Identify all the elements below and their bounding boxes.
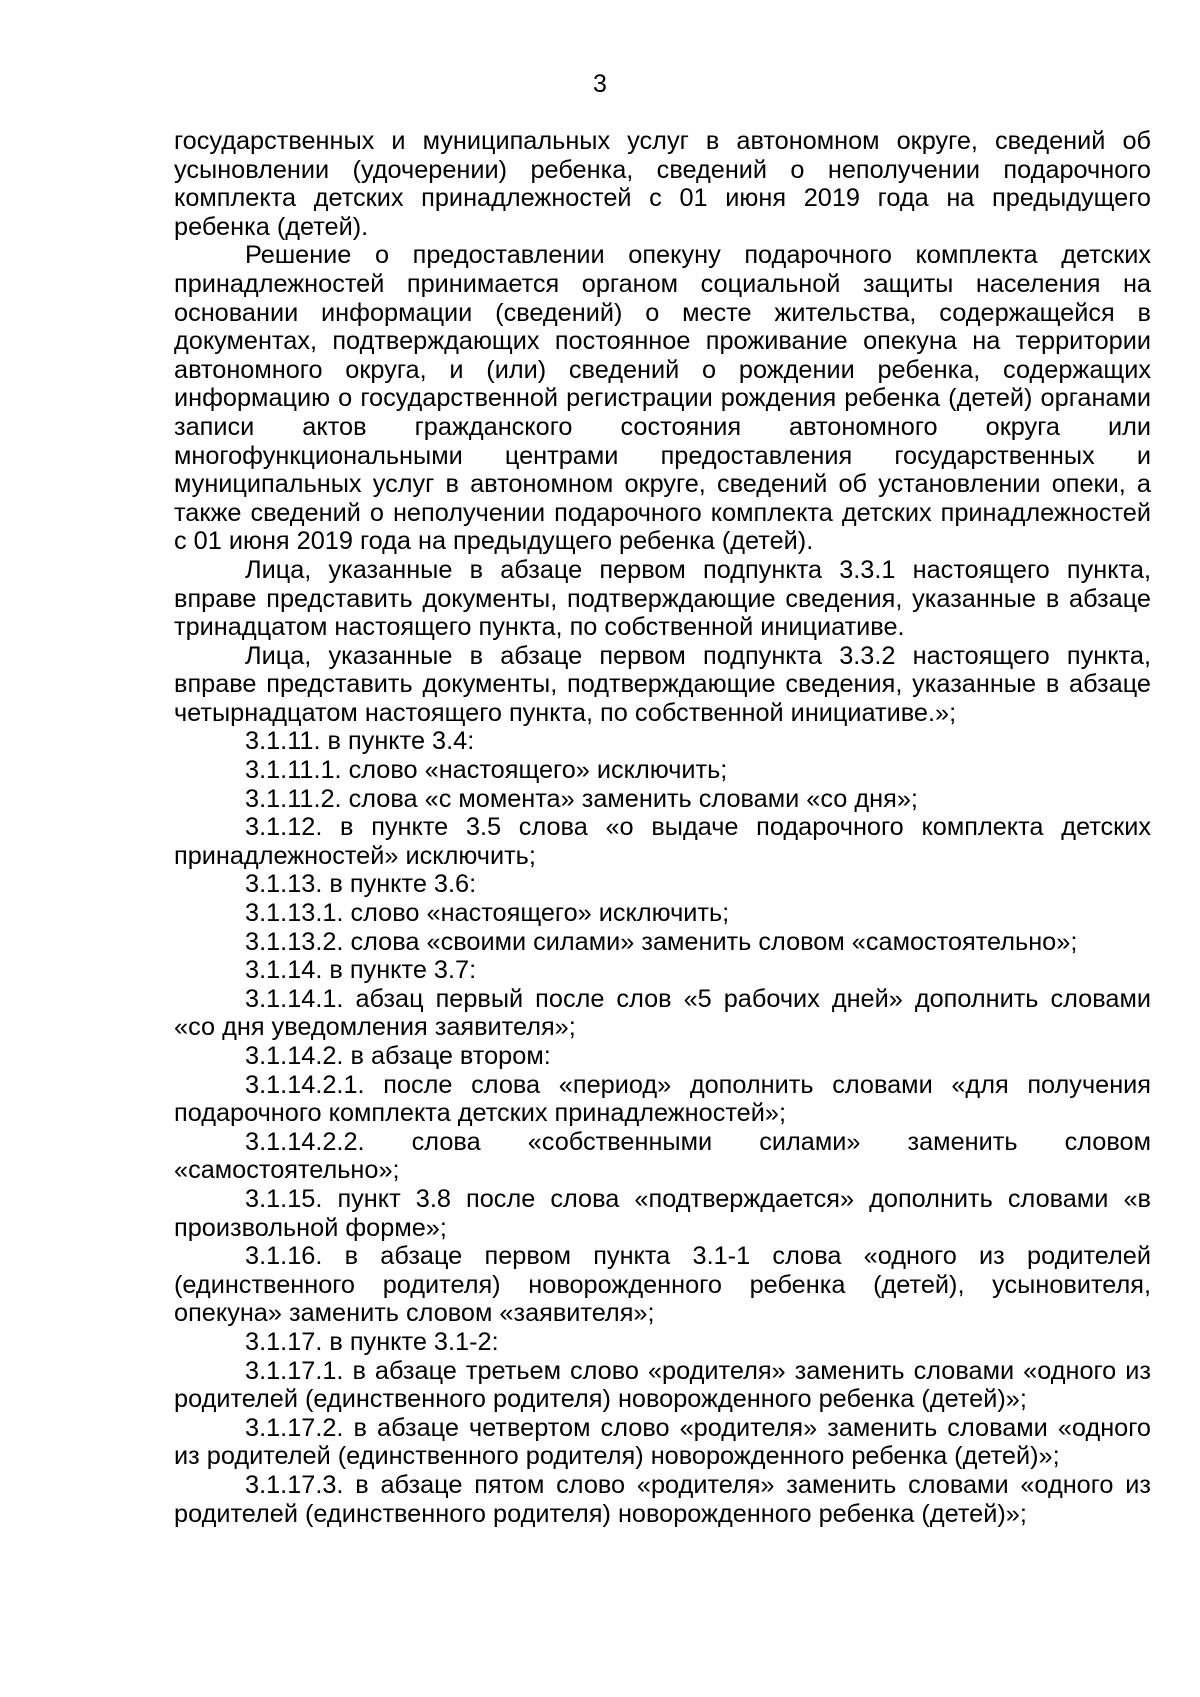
paragraph: 3.1.11.1. слово «настоящего» исключить; xyxy=(245,756,728,785)
paragraph: Лица, указанные в абзаце первом подпункта 3.3.1 настоящего пункта, вправе представить документы, подтверждающие сведения, указанные в абзаце тринадцатом настоящего пункта, по собственной инициативе. xyxy=(174,555,1151,642)
paragraph: 3.1.11.2. слова «с момента» заменить словами «со дня»; xyxy=(245,784,918,813)
paragraph: 3.1.12. в пункте 3.5 слова «о выдаче подарочного комплекта детских принадлежностей» исключить; xyxy=(174,813,1151,870)
paragraph: Решение о предоставлении опекуну подарочного комплекта детских принадлежностей принимается органом социальной защиты населения на основании информации (сведений) о месте жительства, содержащейся в документах, подтверждающих постоянное проживание опекуна на территории автономного округа, и (или) сведений о рождении ребенка, содержащих информацию о государственной регистрации рождения ребенка (детей) органами записи актов гражданского состояния автономного округа или многофункциональными центрами предоставления государственных и муниципальных услуг в автономном округе, сведений об установлении опеки, а также сведений о неполучении подарочного комплекта детских принадлежностей с 01 июня 2019 года на предыдущего ребенка (детей). xyxy=(174,241,1151,556)
paragraph: 3.1.13.1. слово «настоящего» исключить; xyxy=(245,899,730,928)
paragraph: 3.1.14.2.1. после слова «период» дополнить словами «для получения подарочного комплекта детских принадлежностей»; xyxy=(174,1070,1151,1128)
paragraph: 3.1.14.1. абзац первый после слов «5 рабочих дней» дополнить словами «со дня уведомления заявителя»; xyxy=(174,984,1151,1042)
paragraph: 3.1.14.2. в абзаце втором: xyxy=(245,1042,551,1070)
paragraph: 3.1.13. в пункте 3.6: xyxy=(245,870,477,899)
paragraph: 3.1.14. в пункте 3.7: xyxy=(245,956,477,985)
paragraph: Лица, указанные в абзаце первом подпункта 3.3.2 настоящего пункта, вправе представить документы, подтверждающие сведения, указанные в абзаце четырнадцатом настоящего пункта, по собственной инициативе.»; xyxy=(174,641,1151,727)
paragraph: 3.1.11. в пункте 3.4: xyxy=(245,727,475,756)
paragraph: 3.1.17.1. в абзаце третьем слово «родителя» заменить словами «одного из родителей (единственного родителя) новорожденного ребенка (детей)»; xyxy=(174,1356,1151,1414)
paragraph: государственных и муниципальных услуг в автономном округе, сведений об усыновлении (удочерении) ребенка, сведений о неполучении подарочного комплекта детских принадлежностей с 01 июня 2019 года на предыдущего ребенка (детей). xyxy=(174,127,1151,241)
document-body xyxy=(174,127,1151,1528)
paragraph: 3.1.14.2.2. слова «собственными силами» заменить словом «самостоятельно»; xyxy=(174,1127,1151,1185)
paragraph: 3.1.13.2. слова «своими силами» заменить словом «самостоятельно»; xyxy=(245,927,1078,956)
paragraph: 3.1.17. в пункте 3.1-2: xyxy=(245,1327,499,1356)
paragraph: 3.1.15. пункт 3.8 после слова «подтверждается» дополнить словами «в произвольной форме»; xyxy=(174,1184,1151,1242)
paragraph: 3.1.17.2. в абзаце четвертом слово «родителя» заменить словами «одного из родителей (единственного родителя) новорожденного ребенка (детей)»; xyxy=(174,1413,1151,1471)
page-number: 3 xyxy=(593,70,607,98)
paragraph: 3.1.16. в абзаце первом пункта 3.1-1 слова «одного из родителей (единственного родителя) новорожденного ребенка (детей), усыновителя, опекуна» заменить словом «заявителя»; xyxy=(174,1242,1151,1328)
paragraph: 3.1.17.3. в абзаце пятом слово «родителя» заменить словами «одного из родителей (единственного родителя) новорожденного ребенка (детей)»; xyxy=(174,1470,1151,1528)
